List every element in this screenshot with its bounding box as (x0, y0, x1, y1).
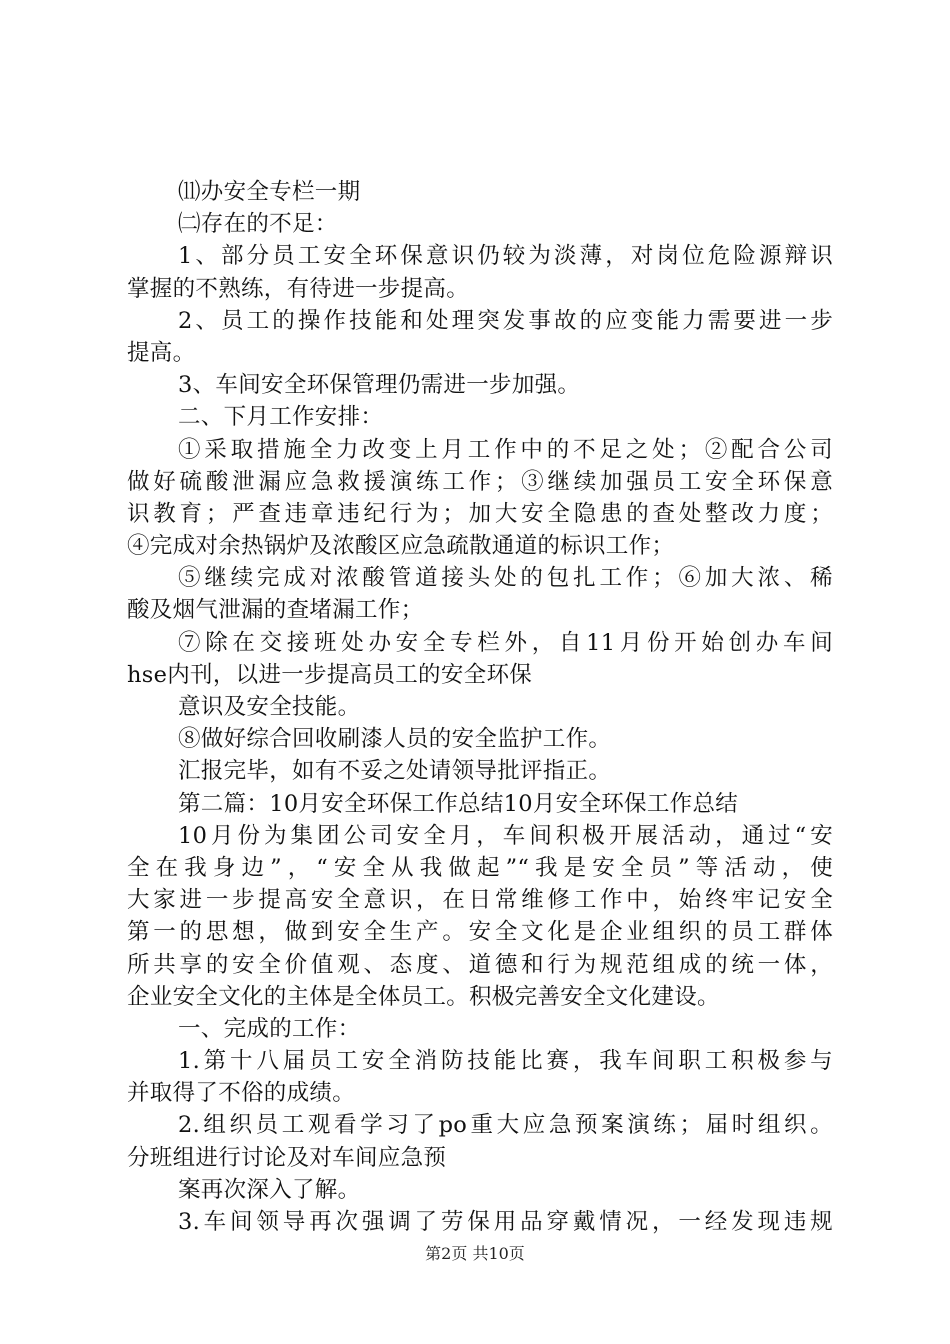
text-line: 2.组织员工观看学习了po重大应急预案演练；届时组织。 (178, 1112, 833, 1139)
text-line: 并取得了不俗的成绩。 (127, 1080, 356, 1107)
text-line: hse内刊，以进一步提高员工的安全环保 (127, 661, 533, 688)
text-line: ㈡存在的不足： (178, 211, 338, 238)
text-line: 一、完成的工作： (178, 1015, 361, 1042)
text-line: 1、部分员工安全环保意识仍较为淡薄，对岗位危险源辩识 (178, 243, 833, 270)
text-line: 识教育；严查违章违纪行为；加大安全隐患的查处整改力度； (127, 500, 833, 527)
text-line: 二、下月工作安排： (178, 404, 384, 431)
document-body (127, 176, 833, 1238)
text-line: ①采取措施全力改变上月工作中的不足之处；②配合公司 (178, 436, 833, 463)
text-line: 大家进一步提高安全意识，在日常维修工作中，始终牢记安全 (127, 887, 833, 914)
text-line: 分班组进行讨论及对车间应急预 (127, 1144, 447, 1171)
text-line: 第一的思想，做到安全生产。安全文化是企业组织的员工群体 (127, 919, 833, 946)
text-line: ④完成对余热锅炉及浓酸区应急疏散通道的标识工作； (127, 533, 675, 560)
text-line: ⑧做好综合回收刷漆人员的安全监护工作。 (178, 726, 612, 753)
text-line: 3、车间安全环保管理仍需进一步加强。 (178, 372, 581, 399)
page-footer: 第2页 共10页 (425, 1244, 525, 1263)
text-line: ⑤继续完成对浓酸管道接头处的包扎工作；⑥加大浓、稀 (178, 565, 833, 592)
text-line: 酸及烟气泄漏的查堵漏工作； (127, 597, 424, 624)
text-line: 案再次深入了解。 (178, 1176, 361, 1203)
text-line: 第二篇：10月安全环保工作总结10月安全环保工作总结 (178, 790, 739, 817)
text-line: 企业安全文化的主体是全体员工。积极完善安全文化建设。 (127, 983, 720, 1010)
text-line: 提高。 (127, 339, 196, 366)
text-line: 2、员工的操作技能和处理突发事故的应变能力需要进一步 (178, 307, 833, 334)
text-line: ⑾办安全专栏一期 (178, 179, 361, 205)
text-line: 1.第十八届员工安全消防技能比赛，我车间职工积极参与 (178, 1048, 833, 1075)
text-line: 全在我身边”，“安全从我做起”“我是安全员”等活动，使 (127, 854, 833, 881)
text-line: 所共享的安全价值观、态度、道德和行为规范组成的统一体， (127, 951, 833, 978)
text-line: ⑦除在交接班处办安全专栏外，自11月份开始创办车间 (178, 629, 833, 656)
text-line: 10月份为集团公司安全月，车间积极开展活动，通过“安 (178, 822, 833, 849)
text-line: 掌握的不熟练，有待进一步提高。 (127, 275, 470, 302)
text-line: 意识及安全技能。 (178, 694, 361, 720)
text-line: 3.车间领导再次强调了劳保用品穿戴情况，一经发现违规 (178, 1209, 833, 1235)
text-line: 汇报完毕，如有不妥之处请领导批评指正。 (178, 758, 612, 785)
text-line: 做好硫酸泄漏应急救援演练工作；③继续加强员工安全环保意 (127, 468, 833, 495)
